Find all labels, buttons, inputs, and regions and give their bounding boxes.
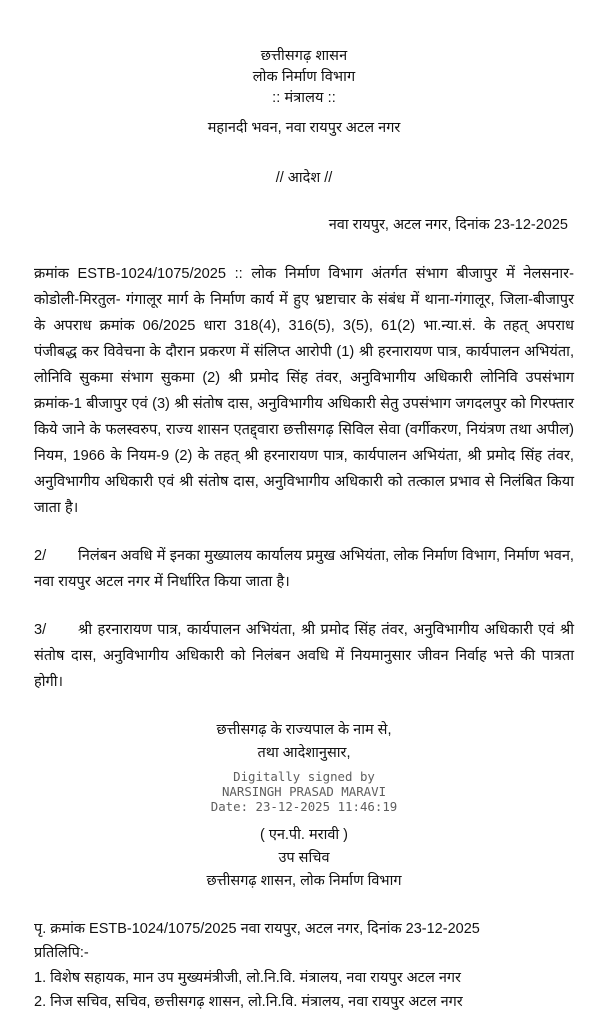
header-government-name: छत्तीसगढ़ शासन: [260, 48, 348, 64]
signatory-name: ( एन.पी. मरावी ): [259, 827, 349, 843]
copy-to-label: प्रतिलिपि:-: [34, 945, 89, 961]
digital-signature-name: NARSINGH PRASAD MARAVI: [221, 784, 387, 799]
signatory-designation: उप सचिव: [278, 850, 330, 866]
endorsement-block: [34, 917, 574, 1014]
paragraph-3-wrapper: [34, 617, 574, 695]
signature-by-order-line: तथा आदेशानुसार,: [257, 745, 351, 761]
paragraph-3-text: श्री हरनारायण पात्र, कार्यपालन अभियंता, श्री प्रमोद सिंह तंवर, अनुविभागीय अधिकारी एवं श्री संतोष दास, अनुविभागीय अधिकारी को निलंबन अवधि में नियमानुसार जीवन निर्वाह भत्ते की पात्रता होगी।: [34, 622, 574, 690]
place-and-date: नवा रायपुर, अटल नगर, दिनांक 23-12-2025: [328, 217, 568, 233]
digital-signature-block: [34, 769, 574, 814]
digital-signature-date: Date: 23-12-2025 11:46:19: [210, 799, 398, 814]
paragraph-2-text: निलंबन अवधि में इनका मुख्यालय कार्यालय प्रमुख अभियंता, लोक निर्माण विभाग, निर्माण भवन, नवा रायपुर अटल नगर में निर्धारित किया जाता है।: [34, 548, 574, 590]
document-header: [34, 46, 574, 139]
paragraph-main: क्रमांक ESTB-1024/1075/2025 :: लोक निर्माण विभाग अंतर्गत संभाग बीजापुर में नेलसनार-कोडोली-मिरतुल- गंगालूर मार्ग के निर्माण कार्य में हुए भ्रष्टाचार के संबंध में थाना-गंगालूर, जिला-बीजापुर के अपराध क्रमांक 06/2025 धारा 318(4), 316(5), 3(5), 61(2) भा.न्या.सं. के तहत् अपराध पंजीबद्ध कर विवेचना के दौरान प्रकरण में संलिप्त आरोपी (1) श्री हरनारायण पात्र, कार्यपालन अभियंता, लोनिवि सुकमा संभाग सुकमा (2) श्री प्रमोद सिंह तंवर, अनुविभागीय अधिकारी लोनिवि उपसंभाग क्रमांक-1 बीजापुर एवं (3) श्री संतोष दास, अनुविभागीय अधिकारी सेतु उपसंभाग जगदलपुर को गिरफ्तार किये जाने के फलस्वरुप, राज्य शासन एतद्द्वारा छत्तीसगढ़ सिविल सेवा (वर्गीकरण, नियंत्रण तथा अपील) नियम, 1966 के नियम-9 (2) के तहत् श्री हरनारायण पात्र, कार्यपालन अभियंता, श्री प्रमोद सिंह तंवर, अनुविभागीय अधिकारी एवं श्री संतोष दास, अनुविभागीय अधिकारी को तत्काल प्रभाव से निलंबित किया जाता है।: [34, 266, 574, 516]
header-address: महानदी भवन, नवा रायपुर अटल नगर: [207, 120, 401, 136]
copy-list-item: 2. निज सचिव, सचिव, छत्तीसगढ़ शासन, लो.नि.वि. मंत्रालय, नवा रायपुर अटल नगर: [34, 994, 463, 1010]
paragraph-2-number: 2/: [34, 548, 47, 564]
endorsement-line: पृ. क्रमांक ESTB-1024/1075/2025 नवा रायपुर, अटल नगर, दिनांक 23-12-2025: [34, 921, 480, 937]
signature-governor-line: छत्तीसगढ़ के राज्यपाल के नाम से,: [216, 722, 392, 738]
copy-list: [34, 966, 574, 1014]
signatory-department: छत्तीसगढ़ शासन, लोक निर्माण विभाग: [206, 873, 402, 889]
copy-list-item: 1. विशेष सहायक, मान उप मुख्यमंत्रीजी, लो.नि.वि. मंत्रालय, नवा रायपुर अटल नगर: [34, 970, 461, 986]
signature-authority-block: [34, 719, 574, 765]
digital-signature-label: Digitally signed by: [233, 769, 375, 784]
paragraph-2-wrapper: [34, 543, 574, 595]
paragraph-3-number: 3/: [34, 622, 47, 638]
order-title: // आदेश //: [275, 170, 333, 186]
header-ministry: :: मंत्रालय ::: [272, 90, 336, 106]
header-department-name: लोक निर्माण विभाग: [252, 69, 356, 85]
signatory-block: [34, 824, 574, 893]
